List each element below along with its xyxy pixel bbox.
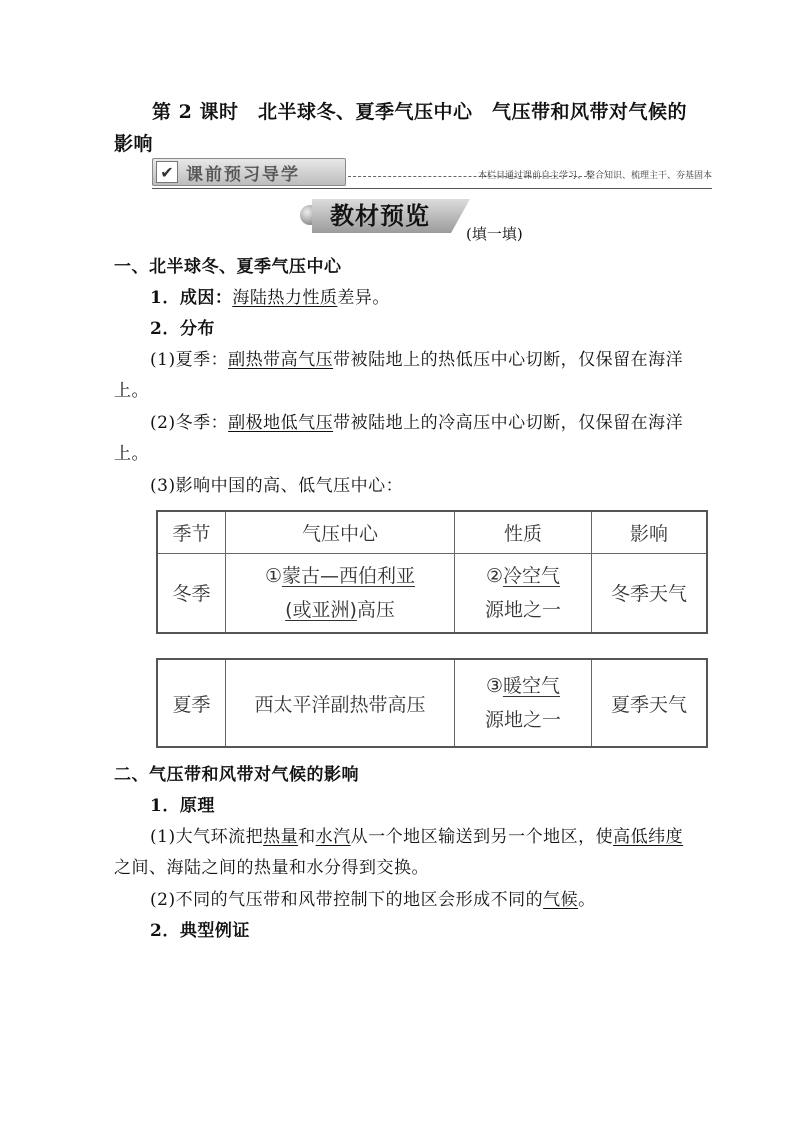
- p2-part-c: 。: [578, 890, 596, 910]
- banner-box: [152, 158, 346, 186]
- winter-nature-answer: 冷空气: [503, 564, 561, 587]
- winter-nature-num: ②: [485, 564, 504, 587]
- winter-line: [114, 408, 694, 470]
- summer-answer: 副热带高气压: [228, 350, 334, 370]
- winter-center-line2-underlined: (或亚洲): [285, 598, 357, 621]
- p1-part-g: 之间、海陆之间的热量和水分得到交换。: [114, 858, 429, 878]
- banner-note: 本栏目通过课前自主学习、整合知识、梳理主干、夯基固本: [477, 171, 712, 181]
- summer-impact: 夏季天气: [592, 659, 708, 747]
- p1-vapor: 水汽: [315, 827, 351, 847]
- pressure-table-winter: [156, 510, 708, 634]
- summer-suffix: 带被陆地上的热低压中心切断，仅保留在海洋上。: [114, 350, 684, 401]
- summer-nature: [455, 659, 592, 747]
- table-header-row: [157, 511, 707, 553]
- p1-part-c: 和: [298, 827, 316, 847]
- winter-prefix: (2)冬季：: [150, 413, 229, 433]
- header-season: 季节: [157, 511, 226, 553]
- winter-center-num: ①: [264, 564, 283, 587]
- winter-nature: [455, 553, 592, 633]
- winter-center-line2-rest: 高压: [356, 598, 395, 621]
- header-impact: 影响: [592, 511, 708, 553]
- p1-heat: 热量: [263, 827, 299, 847]
- pressure-table-summer: [156, 658, 708, 748]
- p1-part-e: 从一个地区输送到另一个地区，使: [350, 827, 614, 847]
- principle-heading: 1．原理: [150, 796, 215, 816]
- section-label: 教材预览: [330, 202, 430, 230]
- winter-impact: 冬季天气: [592, 553, 708, 633]
- summer-line: [114, 345, 694, 407]
- section-sublabel: (填一填): [466, 225, 523, 243]
- p1-latitudes: 高低纬度: [613, 827, 684, 847]
- winter-center-line1: 蒙古—西伯利亚: [282, 564, 416, 587]
- section-banner: [152, 158, 712, 188]
- table-row-summer: [157, 659, 707, 747]
- summer-prefix: (1)夏季：: [150, 350, 229, 370]
- summer-center: 西太平洋副热带高压: [226, 659, 455, 747]
- summer-nature-line2: 源地之一: [484, 709, 561, 731]
- check-icon: ✔: [156, 161, 178, 183]
- p1-part-a: (1)大气环流把: [150, 827, 264, 847]
- winter-center: [226, 553, 455, 633]
- part2-heading: 二、气压带和风带对气候的影响: [114, 765, 359, 785]
- winter-season: 冬季: [157, 553, 226, 633]
- header-nature: 性质: [455, 511, 592, 553]
- principle-p2: [114, 885, 694, 916]
- summer-nature-num: ③: [485, 675, 504, 697]
- summer-nature-answer: 暖空气: [503, 675, 561, 697]
- winter-answer: 副极地低气压: [228, 413, 334, 433]
- cause-line: [114, 283, 694, 314]
- p2-part-a: (2)不同的气压带和风带控制下的地区会形成不同的: [150, 890, 544, 910]
- banner-rule: [152, 188, 712, 189]
- cause-prefix: 1．成因：: [150, 288, 233, 308]
- section-badge: [300, 196, 560, 244]
- distribution-heading: 2．分布: [150, 319, 215, 339]
- cause-suffix: 差异。: [337, 288, 390, 308]
- principle-p1: [114, 822, 694, 884]
- table-row-winter: [157, 553, 707, 633]
- impact-heading: (3)影响中国的高、低气压中心：: [150, 476, 404, 496]
- winter-nature-line2: 源地之一: [484, 598, 561, 621]
- part1-heading: 一、北半球冬、夏季气压中心: [114, 257, 342, 277]
- banner-label: 课前预习导学: [186, 164, 300, 185]
- example-heading: 2．典型例证: [150, 921, 250, 941]
- lesson-title: 第 2 课时 北半球冬、夏季气压中心 气压带和风带对气候的影响: [114, 101, 687, 155]
- cause-answer: 海陆热力性质: [232, 288, 338, 308]
- header-center: 气压中心: [226, 511, 455, 553]
- summer-season: 夏季: [157, 659, 226, 747]
- winter-suffix: 带被陆地上的冷高压中心切断，仅保留在海洋上。: [114, 413, 684, 464]
- p2-climate: 气候: [543, 890, 579, 910]
